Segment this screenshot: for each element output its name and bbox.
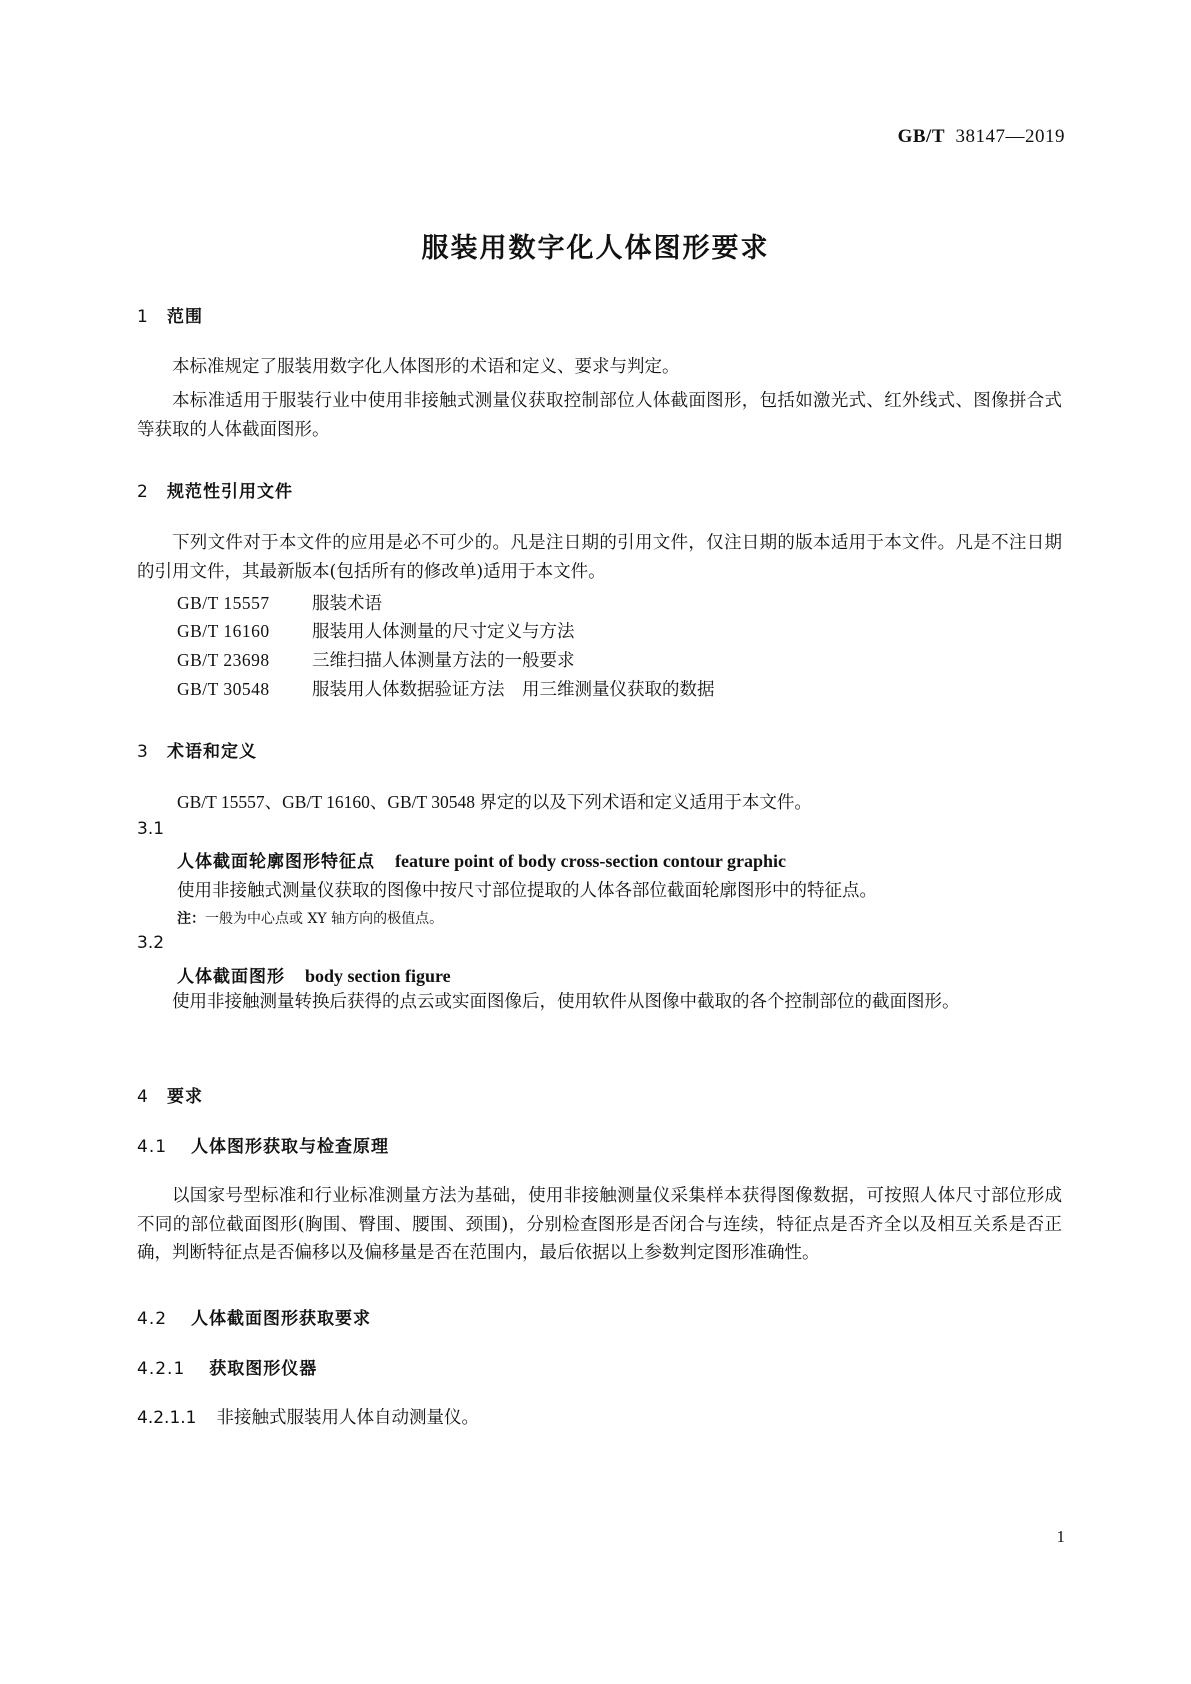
reference-title: 服装用人体数据验证方法 用三维测量仪获取的数据 — [312, 680, 715, 700]
page-number: 1 — [1056, 1527, 1065, 1546]
section-3-intro: GB/T 15557、GB/T 16160、GB/T 30548 界定的以及下列术语和定义适用于本文件。 — [177, 792, 812, 812]
standard-code-number: 38147—2019 — [955, 126, 1065, 147]
reference-item — [177, 647, 575, 672]
section-title: 范围 — [167, 307, 203, 327]
note-label: 注： — [177, 911, 205, 927]
section-number: 1 — [137, 307, 149, 327]
subsection-4-1-heading — [137, 1132, 389, 1157]
section-2-paragraph-1: 下列文件对于本文件的应用是必不可少的。凡是注日期的引用文件，仅注日期的版本适用于本文件。凡是不注日期的引用文件，其最新版本(包括所有的修改单)适用于本文件。 — [137, 533, 1062, 582]
standard-code-prefix: GB/T — [897, 126, 945, 147]
section-4-heading — [137, 1082, 203, 1107]
subsection-number: 4.2 — [137, 1309, 168, 1329]
reference-code: GB/T 15557 — [177, 593, 270, 613]
term-heading — [177, 847, 786, 872]
term-heading — [177, 962, 451, 987]
term-chinese: 人体截面轮廓图形特征点 — [177, 852, 375, 872]
section-1-heading — [137, 302, 203, 327]
section-3-heading — [137, 737, 257, 762]
subsection-title: 人体图形获取与检查原理 — [191, 1137, 390, 1157]
term-number: 3.2 — [137, 933, 165, 953]
reference-title: 服装术语 — [312, 594, 382, 614]
reference-title: 服装用人体测量的尺寸定义与方法 — [312, 622, 575, 642]
term-definition: 使用非接触式测量仪获取的图像中按尺寸部位提取的人体各部位截面轮廓图形中的特征点。 — [177, 881, 877, 901]
term-english: body section figure — [305, 966, 451, 986]
section-number: 4 — [137, 1087, 149, 1107]
term-english: feature point of body cross-section contour graphic — [395, 851, 786, 871]
section-2-heading — [137, 477, 293, 502]
note-text: 一般为中心点或 XY 轴方向的极值点。 — [205, 911, 444, 927]
subsection-4-2-1-heading — [137, 1354, 317, 1379]
section-1-paragraph-2: 本标准适用于服装行业中使用非接触式测量仪获取控制部位人体截面图形，包括如激光式、红外线式、图像拼合式等获取的人体截面图形。 — [137, 391, 1062, 440]
term-definition: 使用非接触测量转换后获得的点云或实面图像后，使用软件从图像中截取的各个控制部位的截面图形。 — [172, 992, 960, 1012]
subsection-4-1-paragraph: 以国家号型标准和行业标准测量方法为基础，使用非接触测量仪采集样本获得图像数据，可按照人体尺寸部位形成不同的部位截面图形(胸围、臀围、腰围、颈围)，分别检查图形是否闭合与连续，特征点是否齐全以及相互关系是否正确，判断特征点是否偏移以及偏移量是否在范围内，最后依据以上参数判定图形准确性。 — [137, 1186, 1062, 1263]
clause-number: 4.2.1.1 — [137, 1408, 197, 1428]
reference-item — [177, 676, 715, 701]
reference-title: 三维扫描人体测量方法的一般要求 — [312, 651, 575, 671]
reference-item — [177, 590, 382, 615]
standard-code — [898, 126, 1065, 148]
clause-text: 非接触式服装用人体自动测量仪。 — [216, 1408, 479, 1428]
section-title: 术语和定义 — [167, 742, 257, 762]
reference-code: GB/T 23698 — [177, 650, 270, 670]
term-note — [177, 908, 443, 928]
section-number: 3 — [137, 742, 149, 762]
document-title: 服装用数字化人体图形要求 — [421, 233, 770, 264]
subsection-number: 4.1 — [137, 1137, 168, 1157]
reference-item — [177, 618, 575, 643]
section-title: 规范性引用文件 — [167, 482, 293, 502]
clause-4-2-1-1 — [137, 1404, 479, 1429]
subsection-number: 4.2.1 — [137, 1359, 186, 1379]
subsection-4-2-heading — [137, 1304, 371, 1329]
subsection-title: 人体截面图形获取要求 — [191, 1309, 372, 1329]
section-1-paragraph-1: 本标准规定了服装用数字化人体图形的术语和定义、要求与判定。 — [172, 357, 680, 377]
reference-code: GB/T 16160 — [177, 621, 270, 641]
subsection-title: 获取图形仪器 — [209, 1359, 318, 1379]
section-number: 2 — [137, 482, 149, 502]
section-title: 要求 — [167, 1087, 203, 1107]
term-number: 3.1 — [137, 819, 165, 839]
reference-code: GB/T 30548 — [177, 679, 270, 699]
term-chinese: 人体截面图形 — [177, 967, 285, 987]
